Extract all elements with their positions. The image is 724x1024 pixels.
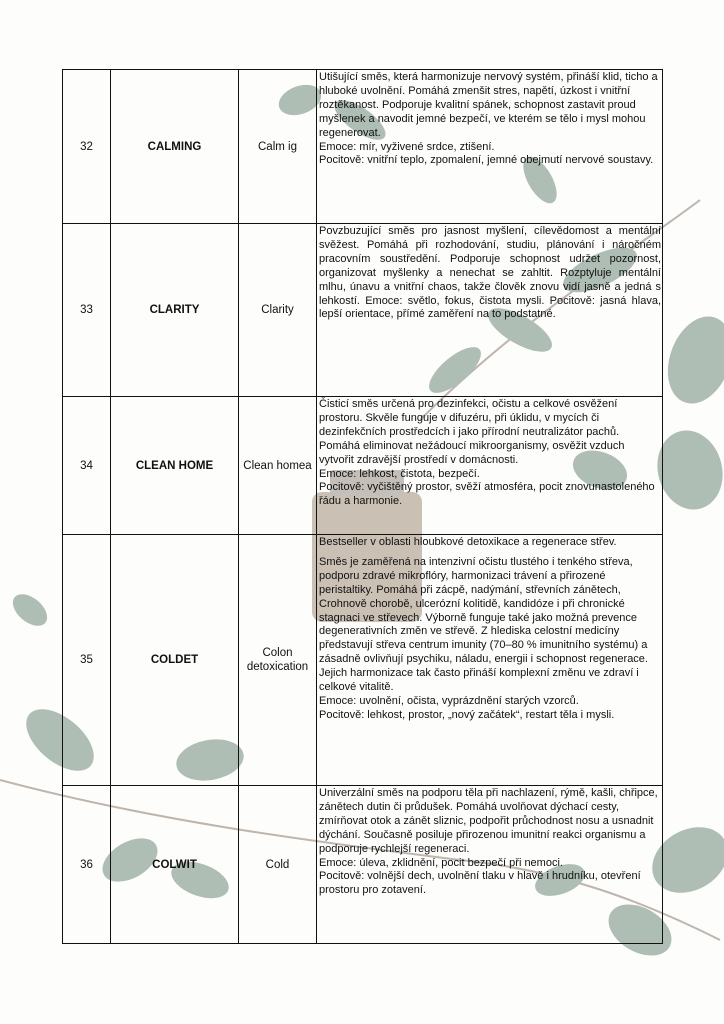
- table-row: [63, 224, 663, 397]
- blend-name: COLDET: [111, 535, 239, 786]
- description-feelings: Pocitově: lehkost, prostor, „nový začátek“, restart těla i mysli.: [319, 708, 615, 721]
- description-paragraph: Čisticí směs určená pro dezinfekci, očistu a celkové osvěžení prostoru. Skvěle funguje v difuzéru, při úklidu, v mycích či dezinfekčních prostředcích i jako přírodní neutralizátor pachů. Pomáhá eliminovat nežádoucí mikroorganismy, osvěžit vzduch vytvořit zdravější prostředí v domácnosti.: [319, 398, 625, 466]
- description-heading: Bestseller v oblasti hloubkové detoxikace a regenerace střev.: [319, 536, 617, 548]
- table-row: [63, 70, 663, 224]
- blend-description: [317, 535, 663, 786]
- blend-description: [317, 397, 663, 535]
- blend-name: COLWIT: [111, 786, 239, 944]
- description-emotions: Emoce: mír, vyživené srdce, ztišení.: [319, 140, 495, 153]
- blend-description: [317, 224, 663, 397]
- description-emotions: Emoce: úleva, zklidnění, pocit bezpečí při nemoci.: [319, 856, 563, 869]
- blend-description: [317, 786, 663, 944]
- description-paragraph: Univerzální směs na podporu těla při nachlazení, rýmě, kašli, chřipce, zánětech dutin či průdušek. Pomáhá uvolňovat dýchací cesty, zmírňovat otok a zánět sliznic, podpořit průchodnost nosu a usnadnit dýchání. Současně posiluje přirozenou imunitní reakci organismu a podporuje rychlejší regeneraci.: [319, 787, 658, 855]
- row-number: 34: [63, 397, 111, 535]
- blend-english-name: Colon detoxication: [239, 535, 317, 786]
- row-number: 32: [63, 70, 111, 224]
- blend-english-name: Clarity: [239, 224, 317, 397]
- description-paragraph: Utišující směs, která harmonizuje nervový systém, přináší klid, ticho a hluboké uvolnění. Pomáhá zmenšit stres, napětí, úzkost i vnitřní roztěkanost. Podporuje kvalitní spánek, schopnost zastavit proud myšlenek a navodit jemné bezpečí, ve kterém se tělo i mysl mohou regenerovat.: [319, 71, 658, 139]
- blend-english-name: Clean homea: [239, 397, 317, 535]
- description-feelings: Pocitově: vnitřní teplo, zpomalení, jemné obejmutí nervové soustavy.: [319, 154, 654, 167]
- blends-table: [62, 69, 663, 944]
- blend-english-name: Cold: [239, 786, 317, 944]
- row-number: 35: [63, 535, 111, 786]
- blend-description: [317, 70, 663, 224]
- blend-english-name: Calm ig: [239, 70, 317, 224]
- blend-name: CALMING: [111, 70, 239, 224]
- description-paragraph: Směs je zaměřená na intenzivní očistu tlustého i tenkého střeva, podporu zdravé mikroflóry, harmonizaci trávení a přirozené peristaltiky. Pomáhá při zácpě, nadýmání, střevních zánětech, Crohnově chorobě, ulcerózní kolitidě, kandidóze i při chronické stagnaci ve střevech. Výborně funguje také jako možná prevence degenerativních změn ve střevě. Z hlediska celostní medicíny představují střeva centrum imunity (70–80 % imunitního systému) a zásadně ovlivňují psychiku, náladu, energii i schopnost regenerace. Jejich harmonizace tak často přináší komplexní změnu ve zdraví i celkové vitalitě.: [319, 555, 648, 694]
- row-number: 33: [63, 224, 111, 397]
- description-feelings: Pocitově: volnější dech, uvolnění tlaku v hlavě i hrudníku, otevření prostoru pro zotavení.: [319, 870, 641, 897]
- table-row: [63, 535, 663, 786]
- description-paragraph: Povzbuzující směs pro jasnost myšlení, cílevědomost a mentální svěžest. Pomáhá při rozhodování, studiu, plánování i náročném pracovním soustředění. Podporuje schopnost udržet pozornost, organizovat myšlenky a nenechat se zahltit. Rozptyluje mentální mlhu, únavu a vnitřní chaos, takže člověk znovu vidí jasně a jedná s lehkostí. Emoce: světlo, fokus, čistota mysli. Pocitově: jasná hlava, lepší orientace, přímé zaměření na to podstatné.: [319, 225, 661, 321]
- table-row: [63, 786, 663, 944]
- row-number: 36: [63, 786, 111, 944]
- blend-name: CLEAN HOME: [111, 397, 239, 535]
- blend-name: CLARITY: [111, 224, 239, 397]
- description-feelings: Pocitově: vyčištěný prostor, svěží atmosféra, pocit znovunastoleného řádu a harmonie.: [319, 481, 655, 508]
- description-emotions: Emoce: uvolnění, očista, vyprázdnění starých vzorců.: [319, 694, 579, 707]
- description-emotions: Emoce: lehkost, čistota, bezpečí.: [319, 467, 480, 480]
- table-row: [63, 397, 663, 535]
